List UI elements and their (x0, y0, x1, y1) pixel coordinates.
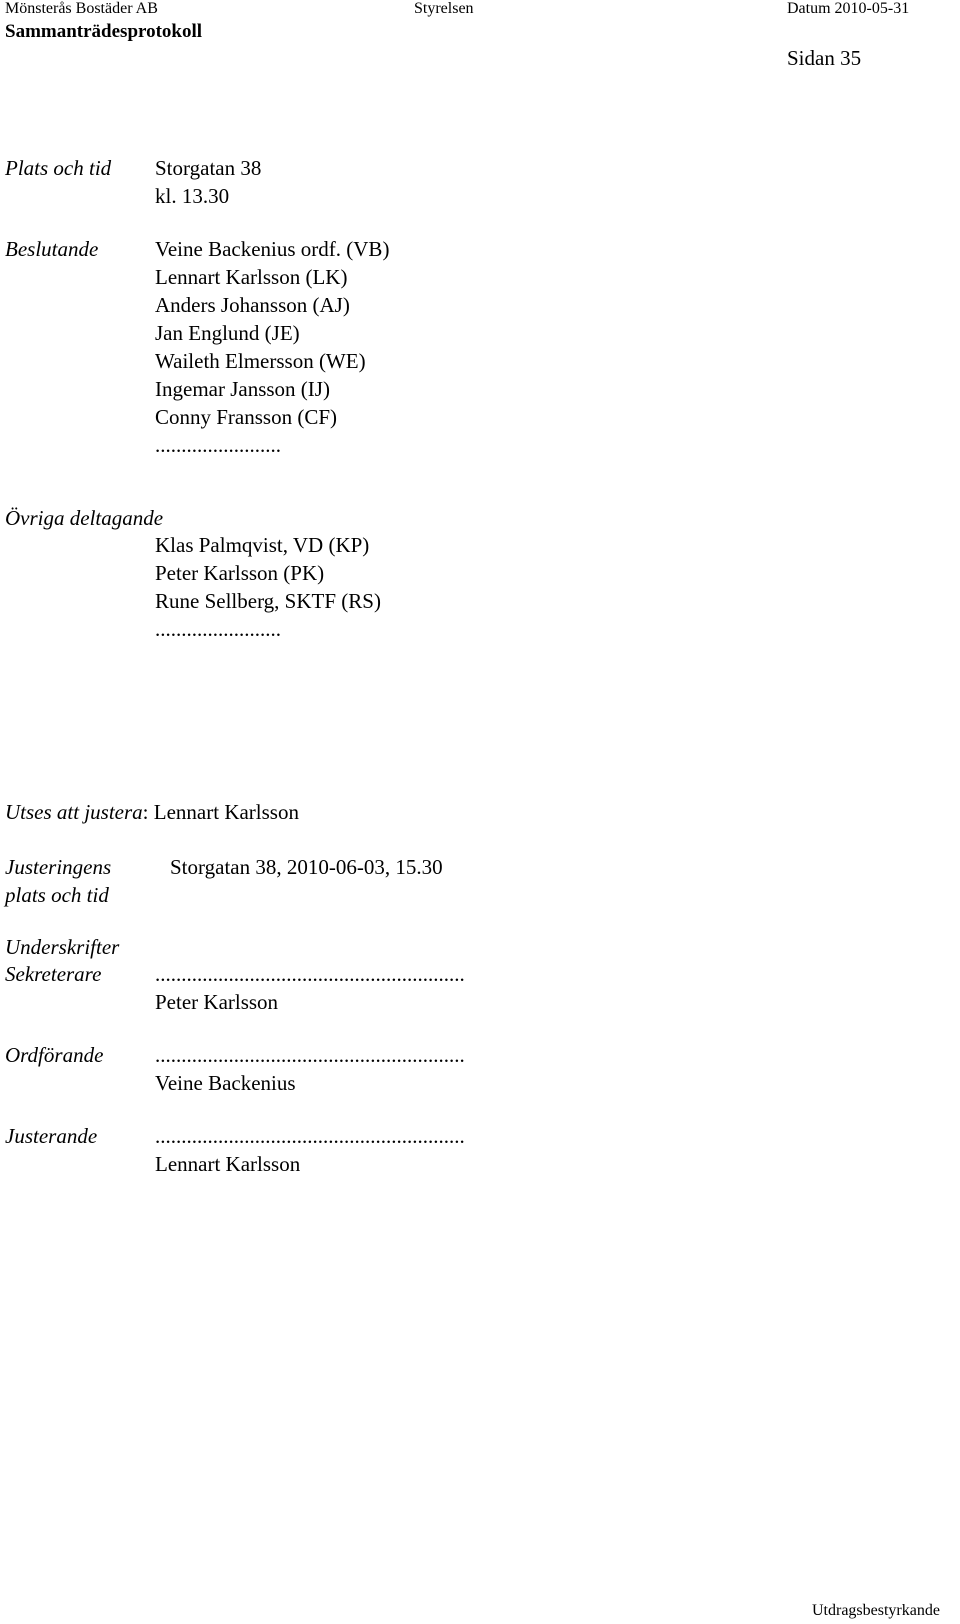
signature-line: ........................................................... (155, 962, 465, 986)
document-title: Sammanträdesprotokoll (5, 21, 203, 42)
list-item: Anders Johansson (AJ) (155, 293, 350, 317)
signature-name: Lennart Karlsson (155, 1152, 301, 1176)
signature-role-secretary: Sekreterare (5, 962, 102, 986)
decision-makers-list (155, 235, 389, 459)
list-item: Lennart Karlsson (LK) (155, 265, 348, 289)
signature-block-adjuster (155, 1122, 465, 1178)
place-time-label: Plats och tid (5, 156, 112, 180)
company-name: Mönsterås Bostäder AB (5, 0, 158, 17)
decision-makers-label: Beslutande (5, 237, 99, 261)
other-participants-list (155, 531, 381, 643)
adjustment-label-line1: Justeringens (5, 855, 112, 879)
adjustment-value: Storgatan 38, 2010-06-03, 15.30 (170, 855, 443, 879)
footer-label: Utdragsbestyrkande (812, 1602, 940, 1619)
adjuster-separator: : (142, 800, 149, 824)
list-item: Conny Fransson (CF) (155, 405, 338, 429)
board-name: Styrelsen (414, 0, 474, 17)
meeting-time: kl. 13.30 (155, 184, 230, 208)
other-participants-label: Övriga deltagande (5, 506, 164, 530)
meeting-place: Storgatan 38 (155, 156, 262, 180)
list-item: Veine Backenius ordf. (VB) (155, 237, 390, 261)
adjustment-label (5, 853, 111, 909)
signature-role-chair: Ordförande (5, 1043, 104, 1067)
signatures-heading: Underskrifter (5, 935, 120, 959)
signature-name: Veine Backenius (155, 1071, 296, 1095)
list-item: Klas Palmqvist, VD (KP) (155, 533, 370, 557)
signature-block-secretary (155, 960, 465, 1016)
adjuster-line (5, 798, 299, 826)
signature-role-adjuster: Justerande (5, 1124, 98, 1148)
adjuster-name: Lennart Karlsson (153, 800, 299, 824)
signature-line: ........................................................... (155, 1043, 465, 1067)
list-item: ........................ (155, 433, 281, 457)
signature-block-chair (155, 1041, 465, 1097)
list-item: ........................ (155, 617, 281, 641)
list-item: Rune Sellberg, SKTF (RS) (155, 589, 381, 613)
place-time-value (155, 154, 261, 210)
page-number: Sidan 35 (787, 46, 862, 70)
list-item: Ingemar Jansson (IJ) (155, 377, 330, 401)
adjustment-label-line2: plats och tid (5, 883, 109, 907)
signature-name: Peter Karlsson (155, 990, 279, 1014)
list-item: Jan Englund (JE) (155, 321, 300, 345)
adjuster-label: Utses att justera (5, 800, 143, 824)
document-date: Datum 2010-05-31 (787, 0, 910, 17)
list-item: Waileth Elmersson (WE) (155, 349, 366, 373)
list-item: Peter Karlsson (PK) (155, 561, 325, 585)
signature-line: ........................................................... (155, 1124, 465, 1148)
